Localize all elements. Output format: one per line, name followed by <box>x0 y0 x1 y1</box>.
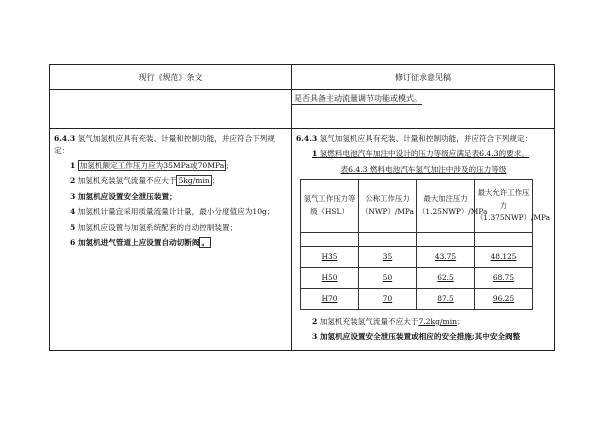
table-cell: 70 <box>359 288 417 309</box>
right-item-1 <box>296 148 551 160</box>
item-number: 3 <box>70 191 76 201</box>
left-item-4 <box>54 206 288 218</box>
left-item-5 <box>54 222 288 234</box>
current-clause-cell <box>50 129 292 351</box>
table-row <box>301 232 533 246</box>
clause-intro-text: 氢气加氢机应具有充装、计量和控制功能，并应符合下列规定： <box>319 134 533 143</box>
continuation-row <box>50 90 555 129</box>
item-number: 2 <box>312 316 318 326</box>
item-text: ； <box>457 316 465 326</box>
item-text: 加氢机计量宜采用质量流量计计量，最小分度值应为10g； <box>77 207 275 217</box>
item-text: 加氢机应设置安全泄压装置； <box>77 191 177 201</box>
item-number: 1 <box>70 161 76 171</box>
header-current-clause: 现行《规范》条文 <box>50 65 292 90</box>
table-cell: 50 <box>359 267 417 288</box>
item-text: 加氢机应设置与加氢系统配套的自动控制装置； <box>77 222 238 232</box>
clause-row <box>50 129 555 351</box>
clause-intro-text: 氢气加氢机应具有充装、计量和控制功能，并应符合下列规定： <box>54 134 275 155</box>
table-cell: H50 <box>301 267 359 288</box>
table-cell: 87.5 <box>417 288 475 309</box>
clause-number: 6.4.3 <box>54 134 76 143</box>
header-row <box>50 65 555 90</box>
table-caption: 表6.4.3 燃料电池汽车氢气加注中涉及的压力等级 <box>340 165 507 175</box>
item-text: 氢燃料电池汽车加注中设计的压力等级应满足表6.4.3的要求。 <box>319 149 529 159</box>
item-number: 2 <box>70 176 76 186</box>
table-cell <box>301 232 359 246</box>
item-text-boxed: 5kg/min <box>178 176 210 186</box>
right-item-2 <box>296 316 551 328</box>
col-header-nwp: 公称工作压力（NWP）/MPa <box>359 179 417 232</box>
item-number: 5 <box>70 222 76 232</box>
table-cell: 96.25 <box>475 288 533 309</box>
continuation-right <box>292 90 555 129</box>
table-cell: 43.75 <box>417 246 475 267</box>
left-item-3 <box>54 191 288 203</box>
item-number: 6 <box>70 237 76 247</box>
table-cell: 62.5 <box>417 267 475 288</box>
table-cell <box>475 232 533 246</box>
pressure-level-table <box>300 179 551 310</box>
left-item-1: 1 加氢机额定工作压力应为35MPa或70MPa ; <box>70 161 229 171</box>
item-text-boxed: 加氢机额定工作压力应为35MPa或70MPa <box>79 161 225 171</box>
item-text: 加氢机充装氢气流量不应大于 <box>77 176 177 186</box>
table-row <box>301 246 533 267</box>
item-text-boxed: 。 <box>201 237 210 247</box>
item-text: 加氢机进气管道上应设置自动切断阀 <box>77 237 200 247</box>
col-header-max-fill: 最大加注压力（1.25NWP）/MPa <box>417 179 475 232</box>
table-cell: 68.75 <box>475 267 533 288</box>
revision-draft-cell <box>292 129 555 351</box>
table-cell: 35 <box>359 246 417 267</box>
item-text: 加氢机充装氢气流量不应大于 <box>319 316 419 326</box>
table-cell: 48.125 <box>475 246 533 267</box>
comparison-table <box>49 64 555 351</box>
clause-number: 6.4.3 <box>296 134 318 143</box>
left-item-2: 2 加氢机充装氢气流量不应大于 5kg/min ； <box>70 176 220 186</box>
item-text-underlined: 7.2kg/min <box>418 316 458 326</box>
col-header-max-allowable: 最大允许工作压力（1.375NWP）/MPa <box>475 179 533 232</box>
right-item-3 <box>296 331 551 343</box>
table-cell <box>359 232 417 246</box>
continuation-text: 是否具备主动流量调节功能或模式。 <box>292 90 422 105</box>
left-intro <box>54 133 288 157</box>
left-item-6 <box>54 237 288 249</box>
item-number: 3 <box>312 332 318 342</box>
table-cell <box>417 232 475 246</box>
item-number: 4 <box>70 207 76 217</box>
pressure-table-header <box>301 179 533 232</box>
header-revision-draft: 修订征求意见稿 <box>292 65 555 90</box>
item-number: 1 <box>312 149 318 159</box>
table-row <box>301 288 533 309</box>
col-header-hsl: 氢气工作压力等级（HSL） <box>301 179 359 232</box>
continuation-left <box>50 90 292 129</box>
right-intro <box>296 133 551 145</box>
table-row <box>301 267 533 288</box>
table-cell: H70 <box>301 288 359 309</box>
item-text: 加氢机应设置安全泄压装置或相应的安全措施;其中安全阀整 <box>319 332 521 342</box>
table-cell: H35 <box>301 246 359 267</box>
